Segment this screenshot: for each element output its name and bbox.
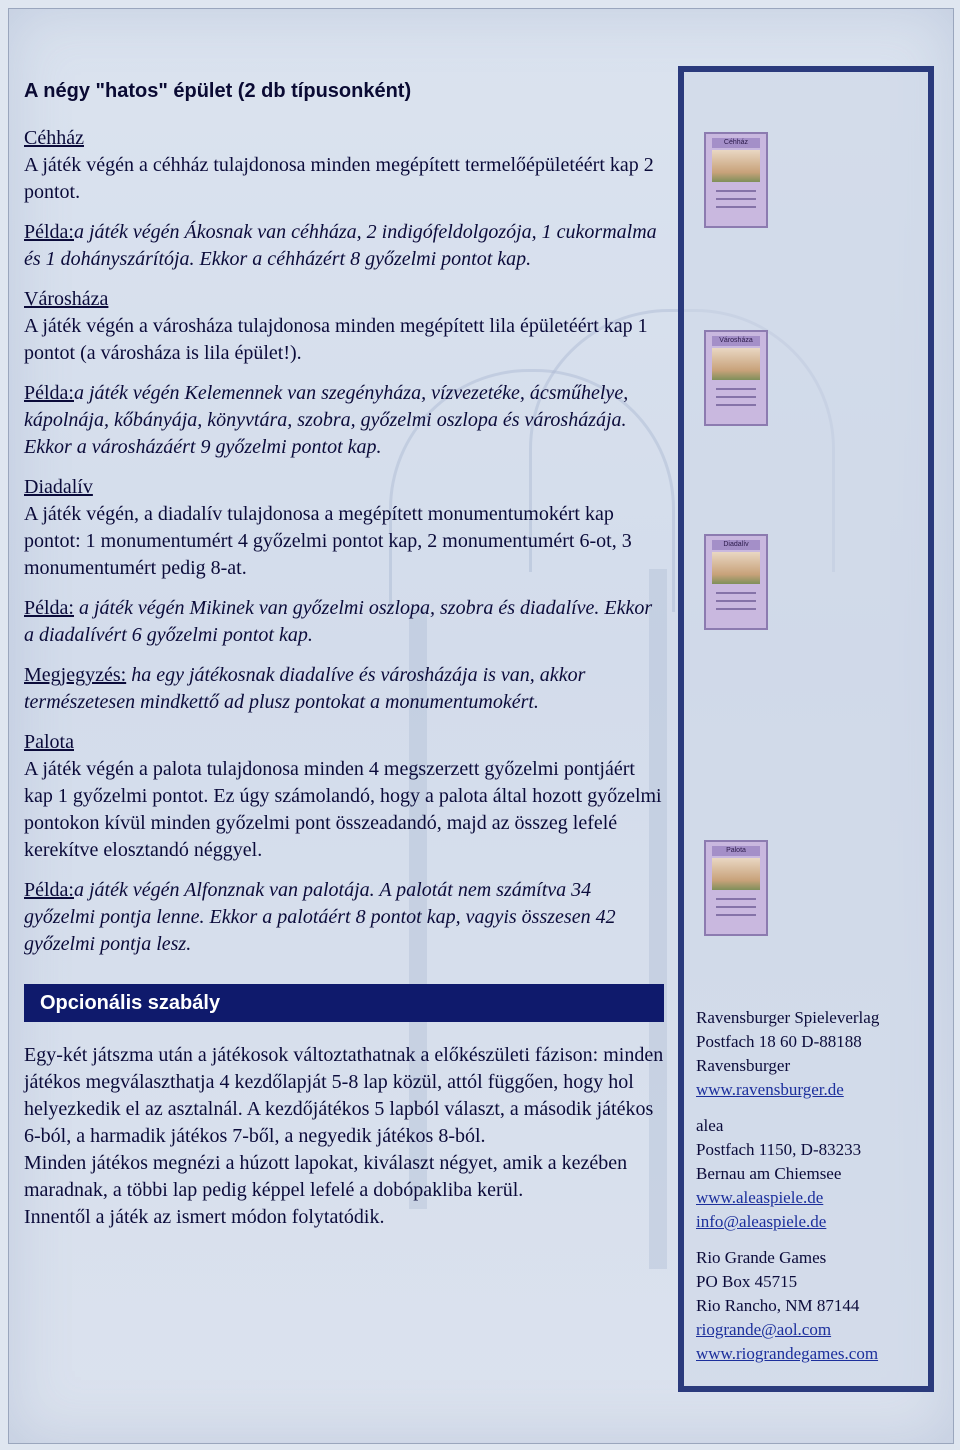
card-text-line <box>716 404 756 406</box>
card-text-line <box>716 592 756 594</box>
city-hall-card <box>704 330 768 426</box>
section-city-hall <box>24 286 664 367</box>
section-palace <box>24 729 664 864</box>
spacer <box>696 1234 936 1246</box>
card-text-line <box>716 396 756 398</box>
card-text-line <box>716 190 756 192</box>
ravensburger-web-link[interactable]: www.ravensburger.de <box>696 1080 844 1099</box>
example-palace <box>24 877 664 958</box>
example-text: a játék végén Kelemennek van szegényháza, vízvezetéke, ácsműhelye, kápolnája, kőbányája, könyvtára, szobra, győzelmi oszlopa és városházája. Ekkor a városházáért 9 győzelmi pontot kap. <box>24 382 629 458</box>
card-title: Diadalív <box>712 540 760 550</box>
note-triumphal-arch <box>24 662 664 716</box>
palace-card <box>704 840 768 936</box>
card-text-line <box>716 198 756 200</box>
note-label: Megjegyzés: <box>24 664 127 686</box>
ravensburger-address-2: Ravensburger <box>696 1056 791 1075</box>
riogrande-address-1: PO Box 45715 <box>696 1272 798 1291</box>
alea-address-1: Postfach 1150, D-83233 <box>696 1140 862 1159</box>
optional-rule-header: Opcionális szabály <box>24 984 664 1022</box>
building-image <box>712 552 760 584</box>
card-text-line <box>716 388 756 390</box>
publisher-contacts <box>696 1006 936 1366</box>
alea-email-link[interactable]: info@aleaspiele.de <box>696 1212 827 1231</box>
section-text: A játék végén a céhház tulajdonosa minden megépített termelőépületéért kap 2 pontot. <box>24 154 654 203</box>
alea-address-2: Bernau am Chiemsee <box>696 1164 842 1183</box>
guild-hall-card <box>704 132 768 228</box>
ravensburger-name: Ravensburger Spieleverlag <box>696 1008 880 1027</box>
card-title: Céhház <box>712 138 760 148</box>
card-title: Palota <box>712 846 760 856</box>
example-label: Példa: <box>24 597 74 619</box>
section-guild-hall <box>24 125 664 206</box>
optional-rule-paragraph-1: Egy-két játszma után a játékosok változtathatnak a előkészületi fázison: minden játékos megválaszthatja 4 kezdőlapját 5-8 lap közül, attól függően, hogy hol helyezkedik el az asztalnál. A kezdőjátékos 5 lapból választ, a második játékos 6-ból, a harmadik játékos 7-ből, a negyedik játékos 8-ból. <box>24 1044 664 1147</box>
example-label: Példa: <box>24 382 74 404</box>
riogrande-web-link[interactable]: www.riograndegames.com <box>696 1344 879 1363</box>
optional-rule-paragraph-3: Innentől a játék az ismert módon folytatódik. <box>24 1206 385 1228</box>
example-text: a játék végén Alfonznak van palotája. A palotát nem számítva 34 győzelmi pontja lenne. Ekkor a palotáért 8 pontot kap, vagyis összesen 42 győzelmi pontja lesz. <box>24 879 616 955</box>
riogrande-address-2: Rio Rancho, NM 87144 <box>696 1296 860 1315</box>
card-title: Városháza <box>712 336 760 346</box>
building-image <box>712 858 760 890</box>
example-label: Példa: <box>24 879 74 901</box>
riogrande-email-link[interactable]: riogrande@aol.com <box>696 1320 832 1339</box>
section-title: Városháza <box>24 288 109 310</box>
optional-rule-paragraph-2: Minden játékos megnézi a húzott lapokat, kiválaszt négyet, amik a kezében maradnak, a többi lap pedig képpel lefelé a dobópakliba kerül. <box>24 1152 628 1201</box>
section-title: Céhház <box>24 127 84 149</box>
page-title: A négy "hatos" épület (2 db típusonként) <box>24 80 412 102</box>
example-guild-hall <box>24 219 664 273</box>
card-text-line <box>716 914 756 916</box>
rules-column <box>24 80 664 1231</box>
spacer <box>696 1102 936 1114</box>
card-text-line <box>716 206 756 208</box>
example-triumphal-arch <box>24 595 664 649</box>
section-text: A játék végén, a diadalív tulajdonosa a megépített monumentumokért kap pontot: 1 monumentumért 4 győzelmi pontot kap, 2 monumentumért 6-ot, 3 monumentumért pedig 8-at. <box>24 503 632 579</box>
section-title: Diadalív <box>24 476 93 498</box>
card-text-line <box>716 898 756 900</box>
example-text: a játék végén Ákosnak van céhháza, 2 indigófeldolgozója, 1 cukormalma és 1 dohányszárítója. Ekkor a céhházért 8 győzelmi pontot kap. <box>24 221 657 270</box>
alea-name: alea <box>696 1116 724 1135</box>
card-text-line <box>716 906 756 908</box>
section-text: A játék végén a palota tulajdonosa minden 4 megszerzett győzelmi pontjáért kap 1 győzelmi pontot. Ez úgy számolandó, hogy a palota által hozott győzelmi pontokon kívül minden győzelmi pont összeadandó, majd az összeg lefelé kerekítve elosztandó néggyel. <box>24 758 662 861</box>
building-image <box>712 348 760 380</box>
alea-web-link[interactable]: www.aleaspiele.de <box>696 1188 824 1207</box>
card-text-line <box>716 608 756 610</box>
example-label: Példa: <box>24 221 74 243</box>
section-title: Palota <box>24 731 74 753</box>
ravensburger-address-1: Postfach 18 60 D-88188 <box>696 1032 862 1051</box>
card-text-line <box>716 600 756 602</box>
triumphal-arch-card <box>704 534 768 630</box>
section-text: A játék végén a városháza tulajdonosa minden megépített lila épületéért kap 1 pontot (a városháza is lila épület!). <box>24 315 648 364</box>
example-city-hall <box>24 380 664 461</box>
section-triumphal-arch <box>24 474 664 582</box>
example-text: a játék végén Mikinek van győzelmi oszlopa, szobra és diadalíve. Ekkor a diadalívért 6 győzelmi pontot kap. <box>24 597 653 646</box>
note-text: ha egy játékosnak diadalíve és városházája is van, akkor természetesen mindkettő ad plusz pontokat a monumentumokért. <box>24 664 586 713</box>
riogrande-name: Rio Grande Games <box>696 1248 827 1267</box>
building-image <box>712 150 760 182</box>
